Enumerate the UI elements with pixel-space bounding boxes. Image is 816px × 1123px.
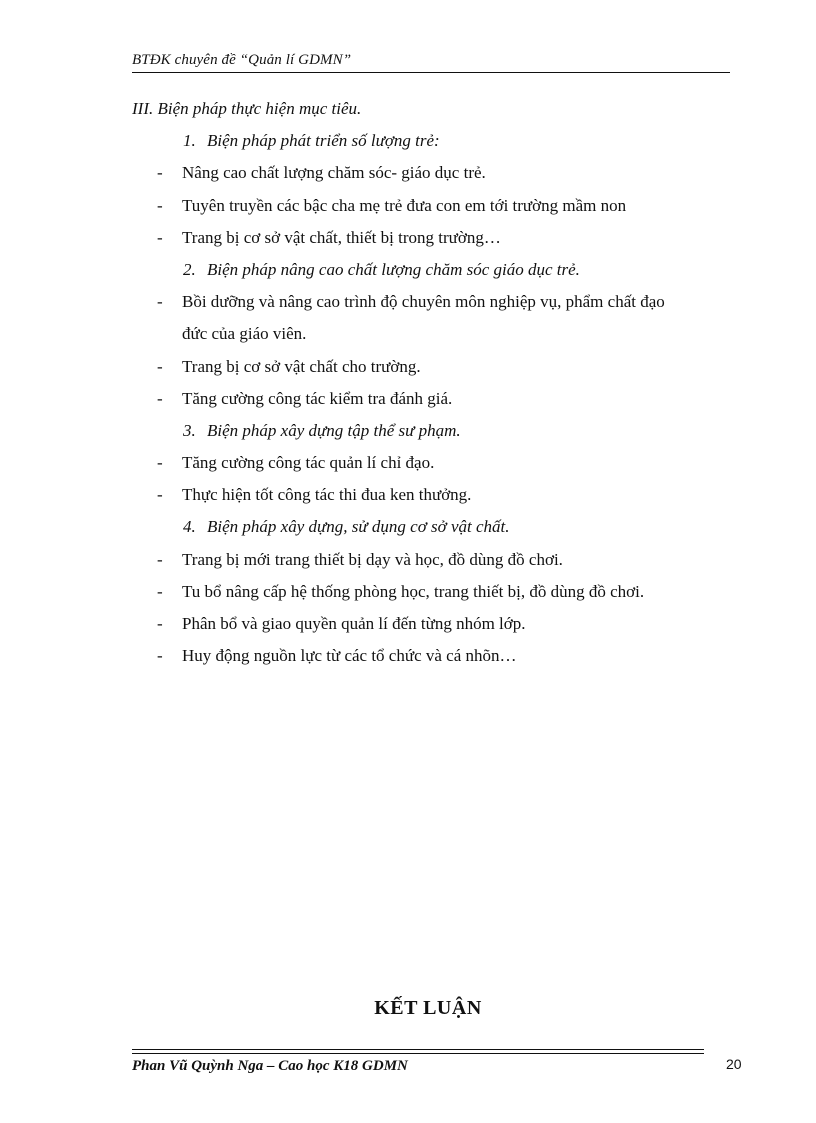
list-item — [132, 547, 732, 579]
bullet-dash: - — [157, 614, 163, 633]
list-item-text: Trang bị cơ sở vật chất cho trường. — [182, 356, 421, 376]
list-item-text: Tuyên truyền các bậc cha mẹ trẻ đưa con em tới trường mầm non — [182, 195, 627, 215]
list-item-text: Bồi dưỡng và nâng cao trình độ chuyên môn nghiệp vụ, phẩm chất đạo — [182, 292, 665, 312]
bullet-dash: - — [157, 485, 163, 505]
list-item — [132, 579, 732, 611]
bullet-dash: - — [157, 646, 163, 666]
subsection-title: Biện pháp phát triển số lượng trẻ: — [207, 131, 440, 151]
list-item-text: Thực hiện tốt công tác thi đua ken thưởng. — [182, 485, 472, 505]
list-item — [132, 289, 732, 321]
subsection-number: 3. — [183, 420, 196, 440]
list-item-text: Trang bị cơ sở vật chất, thiết bị trong trường… — [182, 227, 501, 247]
bullet-dash: - — [157, 163, 163, 183]
list-item — [132, 354, 732, 386]
document-body — [132, 96, 732, 675]
page-header — [132, 50, 730, 73]
list-item-text: Phân bổ và giao quyền quản lí đến từng nhóm lớp. — [182, 614, 526, 633]
subsection-heading-3 — [132, 418, 732, 450]
bullet-dash: - — [157, 581, 163, 601]
subsection-number: 2. — [183, 259, 196, 279]
list-item — [132, 450, 732, 482]
conclusion-heading: KẾT LUẬN — [374, 997, 482, 1019]
subsection-number: 4. — [183, 517, 196, 537]
footer-author: Phan Vũ Quỳnh Nga – Cao học K18 GDMN — [132, 1058, 408, 1074]
header-title: BTĐK chuyên đề “Quản lí GDMN” — [132, 52, 352, 68]
list-item-text: Trang bị mới trang thiết bị dạy và học, đồ dùng đồ chơi. — [182, 549, 563, 569]
list-item — [132, 643, 732, 675]
list-item-continuation: đức của giáo viên. — [182, 324, 307, 344]
subsection-title: Biện pháp nâng cao chất lượng chăm sóc giáo dục trẻ. — [207, 259, 580, 279]
page-number: 20 — [726, 1056, 742, 1072]
list-item — [132, 611, 732, 643]
list-item — [132, 225, 732, 257]
footer-divider — [132, 1049, 704, 1054]
bullet-dash: - — [157, 292, 163, 312]
list-item-text: Tăng cường công tác kiểm tra đánh giá. — [182, 388, 453, 408]
subsection-title: Biện pháp xây dựng, sử dụng cơ sở vật chất. — [207, 517, 510, 537]
list-item-text: Huy động nguồn lực từ các tổ chức và cá nhõn… — [182, 646, 517, 666]
section-title: III. Biện pháp thực hiện mục tiêu. — [132, 99, 362, 118]
subsection-heading-2 — [132, 257, 732, 289]
list-item-text: Tăng cường công tác quản lí chỉ đạo. — [182, 453, 435, 473]
bullet-dash: - — [157, 453, 163, 473]
bullet-dash: - — [157, 195, 163, 215]
subsection-number: 1. — [183, 131, 196, 151]
subsection-title: Biện pháp xây dựng tập thể sư phạm. — [207, 420, 461, 440]
bullet-dash: - — [157, 227, 163, 247]
list-item — [132, 160, 732, 192]
list-item — [132, 386, 732, 418]
bullet-dash: - — [157, 549, 163, 569]
list-item — [132, 193, 732, 225]
subsection-heading-4 — [132, 514, 732, 546]
bullet-dash: - — [157, 388, 163, 408]
list-item-text: Nâng cao chất lượng chăm sóc- giáo dục trẻ. — [182, 163, 486, 183]
subsection-heading-1 — [132, 128, 732, 160]
list-item-text: Tu bổ nâng cấp hệ thống phòng học, trang thiết bị, đồ dùng đồ chơi. — [182, 581, 645, 601]
bullet-dash: - — [157, 356, 163, 376]
list-item — [132, 482, 732, 514]
